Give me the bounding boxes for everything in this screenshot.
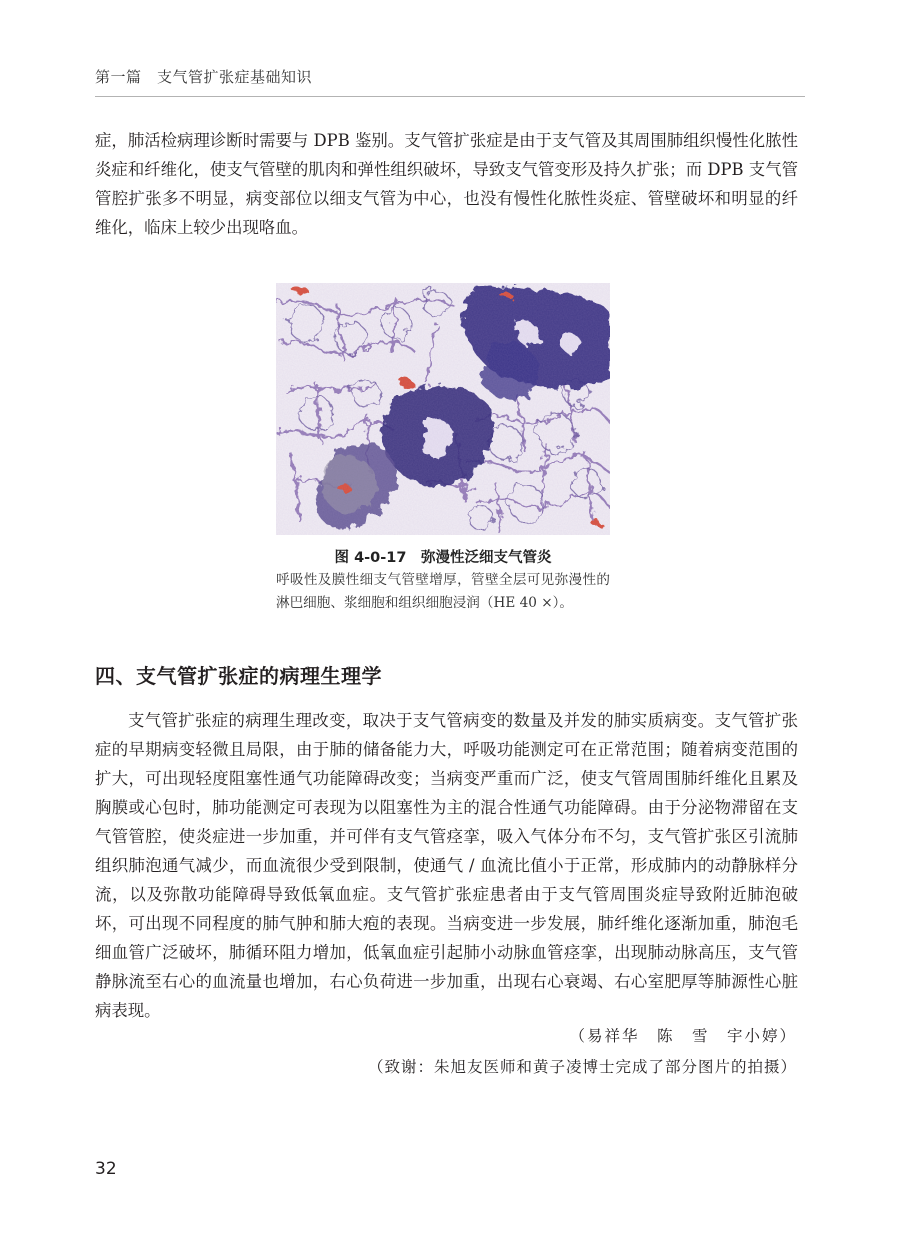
figure-caption-description: 呼吸性及膜性细支气管壁增厚，管壁全层可见弥漫性的淋巴细胞、浆细胞和组织细胞浸润（HE 40 ×）。 — [276, 572, 610, 611]
running-header: 第一篇 支气管扩张症基础知识 — [95, 68, 313, 86]
section-heading: 四、支气管扩张症的病理生理学 — [95, 664, 382, 688]
histology-micrograph — [276, 283, 610, 535]
author-credits: （易祥华 陈 雪 宇小婷） — [569, 1027, 797, 1045]
acknowledgement: （致谢：朱旭友医师和黄子凌博士完成了部分图片的拍摄） — [367, 1058, 797, 1076]
body-paragraph-2: 支气管扩张症的病理生理改变，取决于支气管病变的数量及并发的肺实质病变。支气管扩张症的早期病变轻微且局限，由于肺的储备能力大，呼吸功能测定可在正常范围；随着病变范围的扩大，可出现轻度阻塞性通气功能障碍改变；当病变严重而广泛，使支气管周围肺纤维化且累及胸膜或心包时，肺功能测定可表现为以阻塞性为主的混合性通气功能障碍。由于分泌物滞留在支气管管腔，使炎症进一步加重，并可伴有支气管痉挛，吸入气体分布不匀，支气管扩张区引流肺组织肺泡通气减少，而血流很少受到限制，使通气 / 血流比值小于正常，形成肺内的动静脉样分流，以及弥散功能障碍导致低氧血症。支气管扩张症患者由于支气管周围炎症导致附近肺泡破坏，可出现不同程度的肺气肿和肺大疱的表现。当病变进一步发展，肺纤维化逐渐加重，肺泡毛细血管广泛破坏，肺循环阻力增加，低氧血症引起肺小动脉血管痉挛，出现肺动脉高压，支气管静脉流至右心的血流量也增加，右心负荷进一步加重，出现右心衰竭、右心室肥厚等肺源性心脏病表现。 — [95, 711, 798, 1020]
micrograph-image — [276, 283, 610, 535]
figure-caption-title: 图 4-0-17 弥漫性泛细支气管炎 — [334, 550, 552, 566]
header-divider — [95, 96, 805, 97]
body-paragraph-1: 症，肺活检病理诊断时需要与 DPB 鉴别。支气管扩张症是由于支气管及其周围肺组织慢性化脓性炎症和纤维化，使支气管壁的肌肉和弹性组织破坏，导致支气管变形及持久扩张；而 DPB 支气管管腔扩张多不明显，病变部位以细支气管为中心，也没有慢性化脓性炎症、管壁破坏和明显的纤维化，临床上较少出现咯血。 — [95, 131, 798, 237]
page-number: 32 — [95, 1159, 117, 1179]
